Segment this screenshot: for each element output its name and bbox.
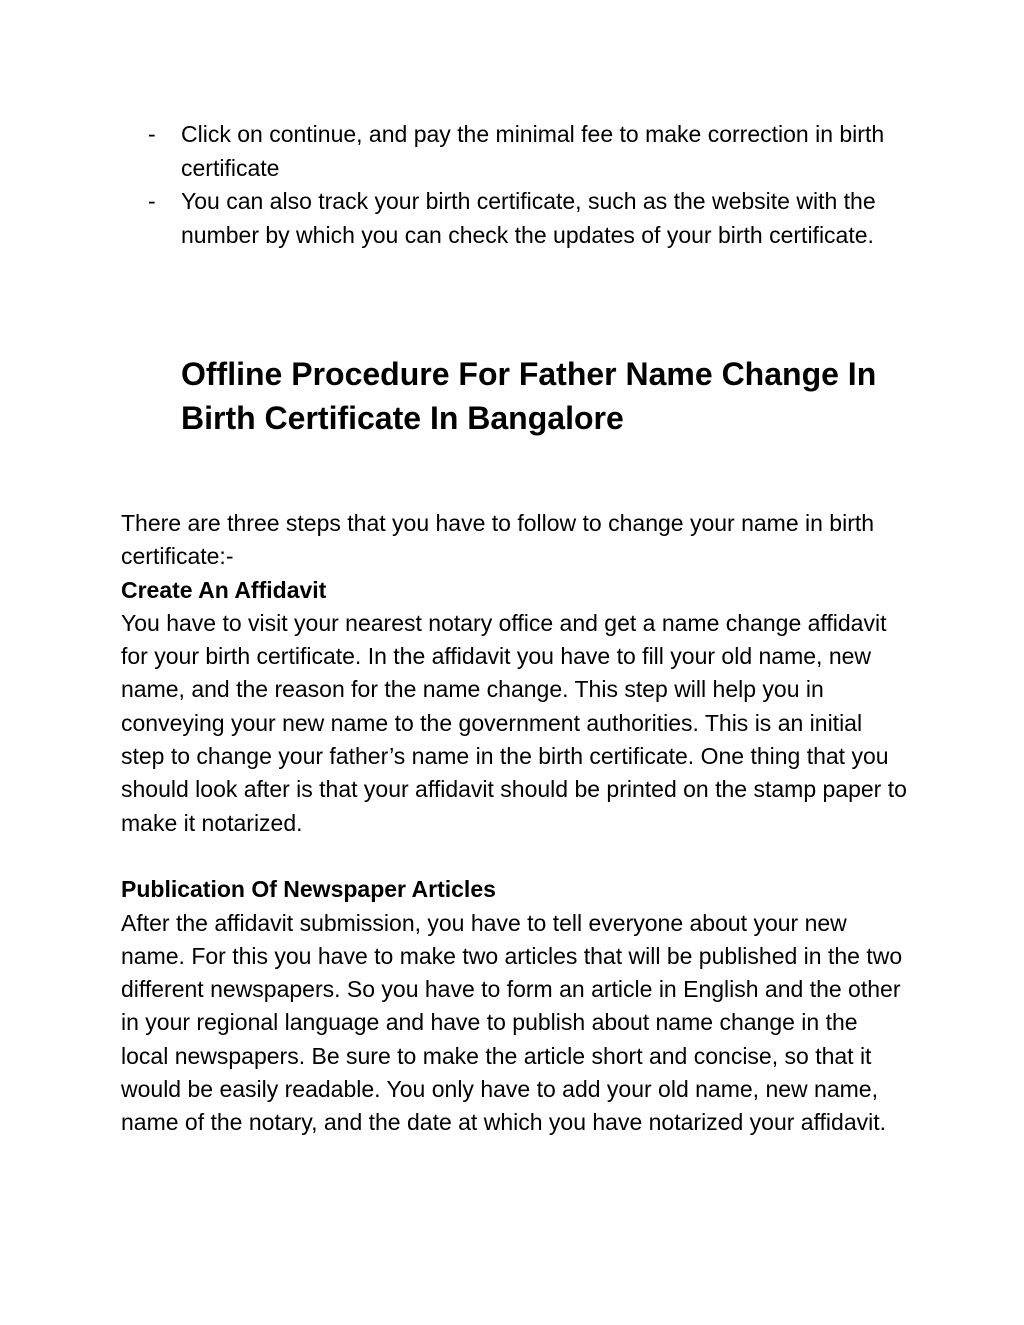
list-item bbox=[0, 185, 1024, 252]
body-text bbox=[121, 507, 911, 1140]
bullet-dash: - bbox=[148, 121, 156, 147]
intro-paragraph: There are three steps that you have to follow to change your name in birth certificate:- bbox=[121, 510, 875, 570]
bullet-text: Click on continue, and pay the minimal fee to make correction in birth certificate bbox=[181, 121, 885, 181]
paragraph-affidavit: You have to visit your nearest notary office and get a name change affidavit for your birth certificate. In the affidavit you have to fill your old name, new name, and the reason for the name change. This step will help you in conveying your new name to the government authorities. This is an initial step to change your father’s name in the birth certificate. One thing that you should look after is that your affidavit should be printed on the stamp paper to make it notarized. bbox=[121, 609, 907, 836]
subheading-newspaper: Publication Of Newspaper Articles bbox=[121, 876, 496, 903]
paragraph-spacer bbox=[121, 840, 911, 873]
section-heading: Offline Procedure For Father Name Change In Birth Certificate In Bangalore bbox=[181, 356, 877, 436]
bullet-dash: - bbox=[148, 188, 156, 214]
list-item bbox=[0, 118, 1024, 185]
subheading-affidavit: Create An Affidavit bbox=[121, 576, 327, 603]
bullet-text: You can also track your birth certificate, such as the website with the number by which you can check the updates of your birth certificate. bbox=[181, 188, 876, 248]
paragraph-newspaper: After the affidavit submission, you have to tell everyone about your new name. For this you have to make two articles that will be published in the two different newspapers. So you have to form an article in English and the other in your regional language and have to publish about name change in the local newspapers. Be sure to make the article short and concise, so that it would be easily readable. You only have to add your old name, new name, name of the notary, and the date at which you have notarized your affidavit. bbox=[121, 909, 903, 1136]
bullet-list bbox=[0, 118, 1024, 252]
